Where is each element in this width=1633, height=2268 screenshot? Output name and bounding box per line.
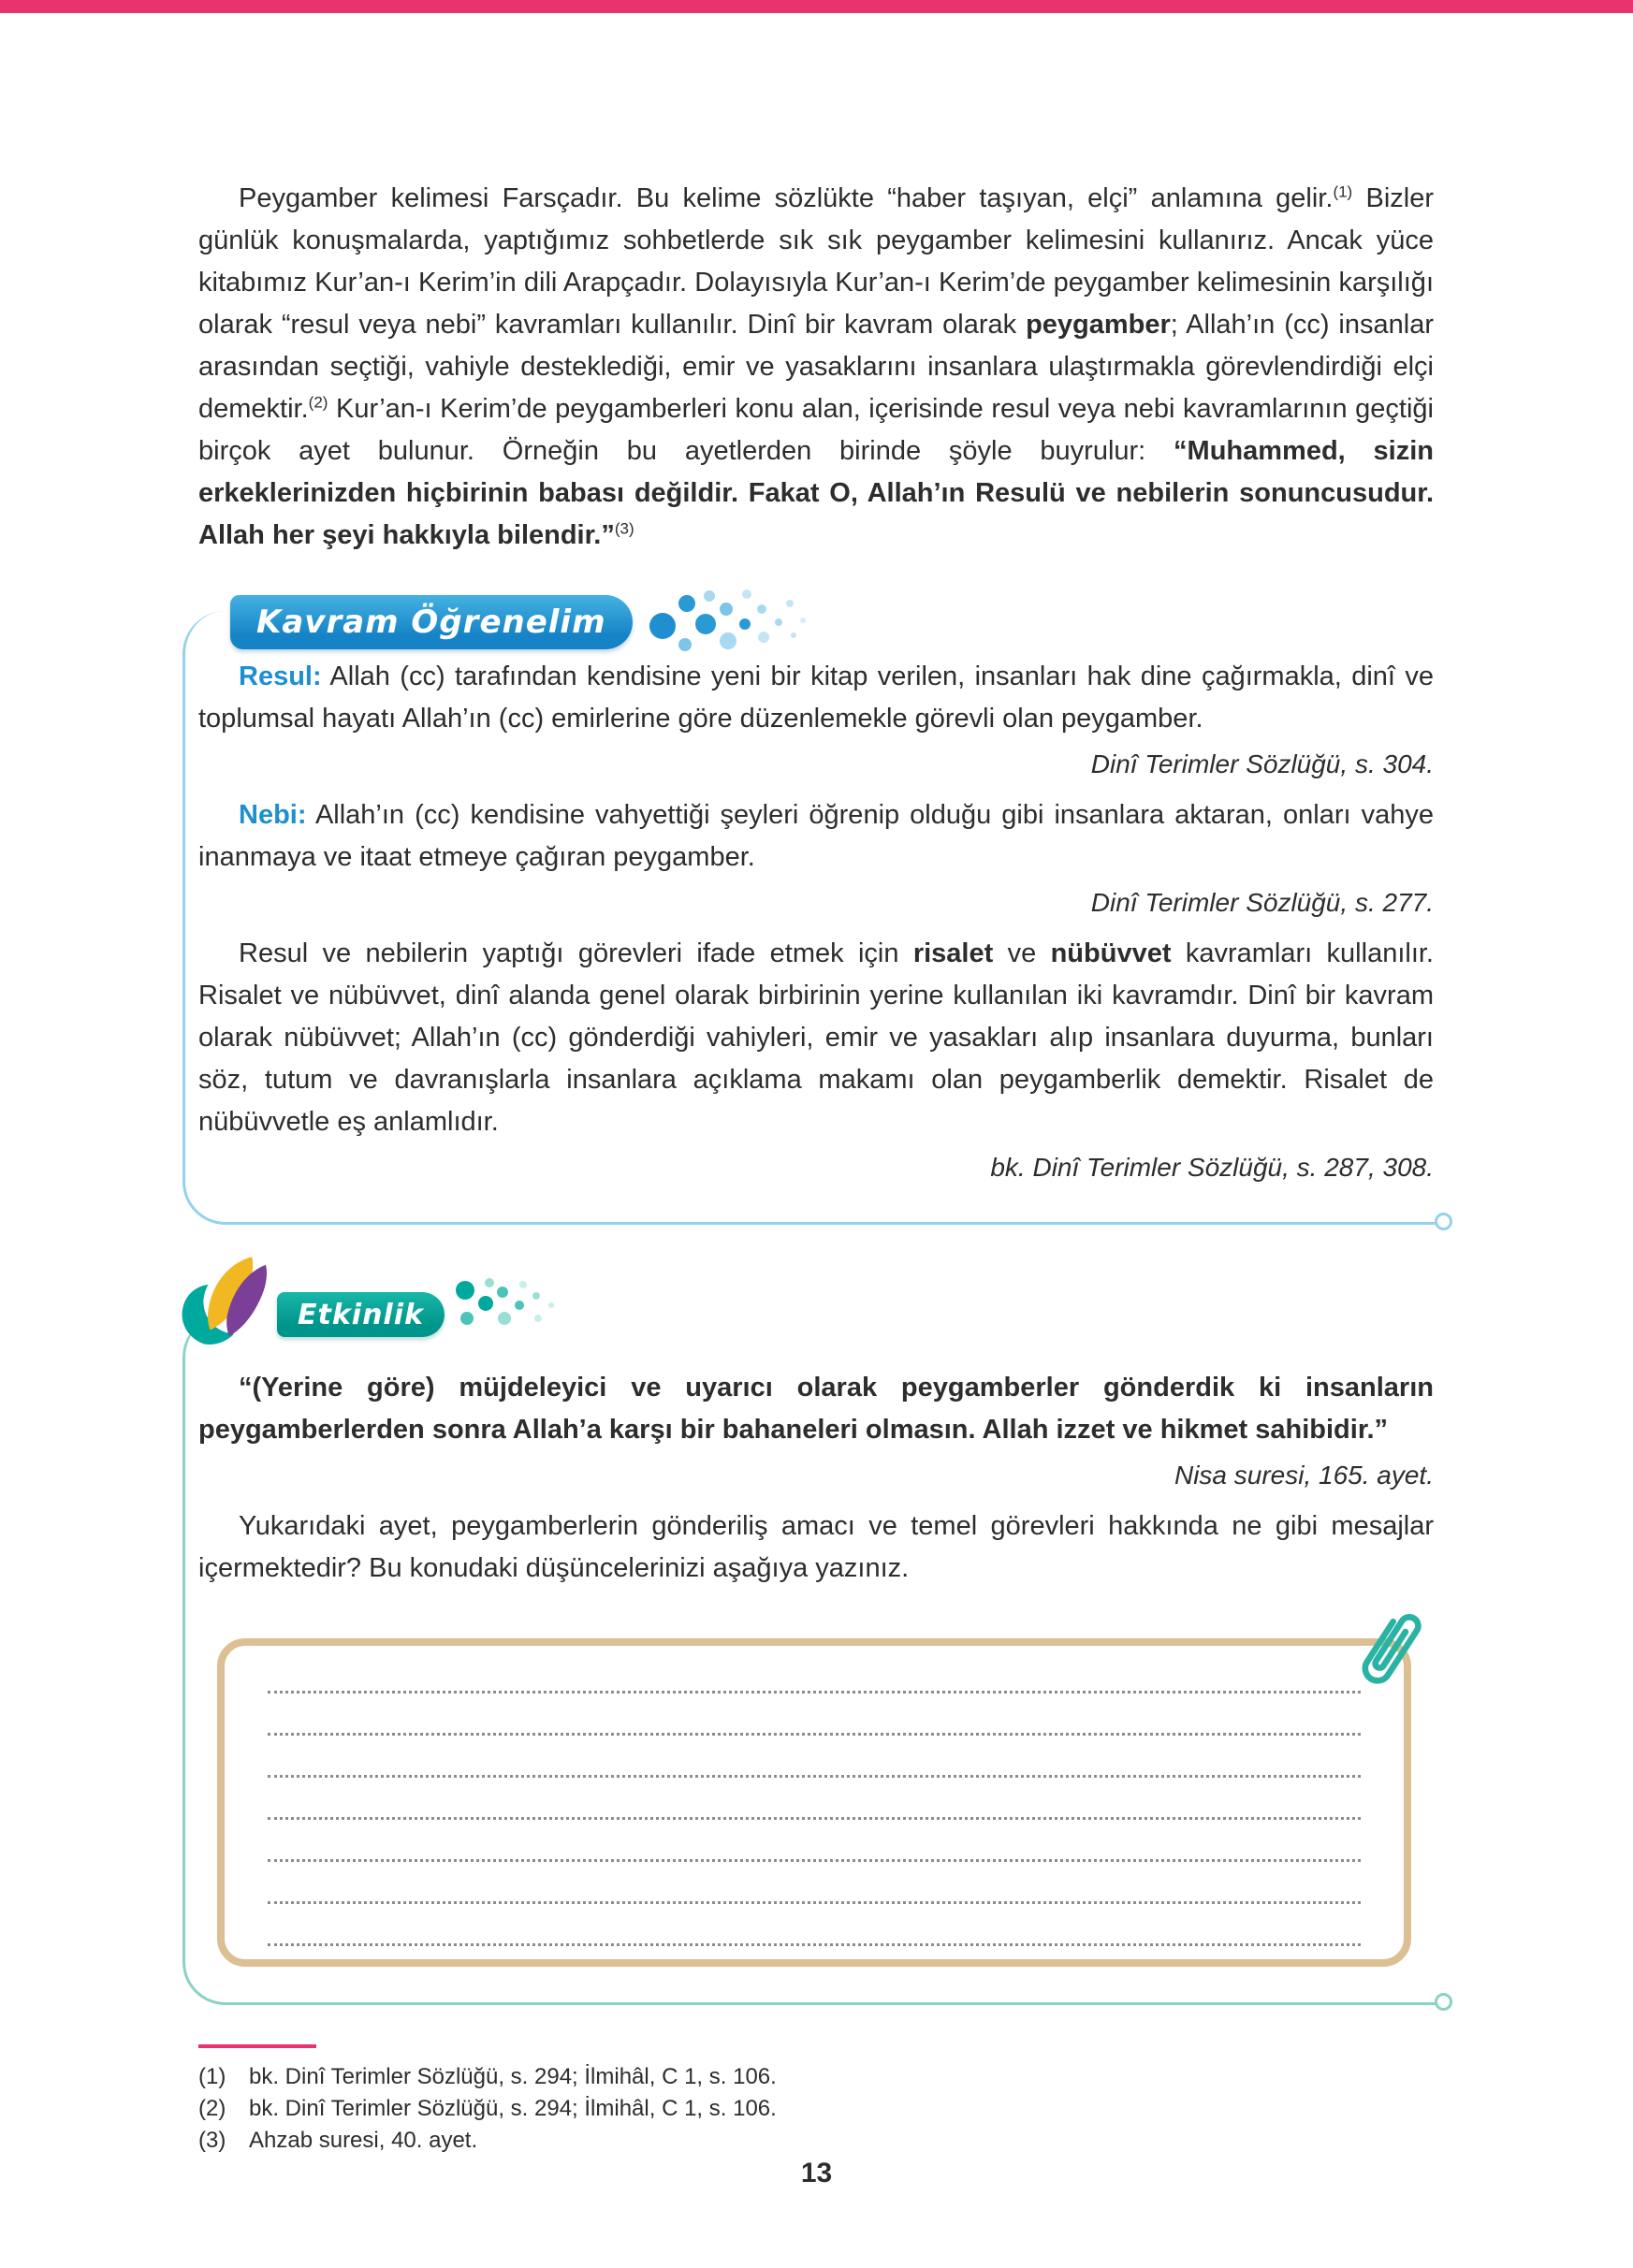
etkinlik-section (182, 1298, 1445, 2005)
footnote-text: bk. Dinî Terimler Sözlüğü, s. 294; İlmihâl, C 1, s. 106. (249, 2064, 777, 2089)
footnote-number: (2) (198, 2096, 226, 2121)
page-number: 13 (800, 2158, 833, 2188)
dots-decoration-teal-icon (454, 1273, 566, 1339)
writing-line (268, 1778, 1361, 1820)
writing-line (268, 1862, 1361, 1904)
text-segment: ve (993, 938, 1051, 968)
text-segment: Resul ve nebilerin yaptığı görevleri ifade etmek için (239, 938, 913, 968)
text-segment: Peygamber kelimesi Farsçadır. Bu kelime sözlükte “haber taşıyan, elçi” anlamına gelir. (239, 183, 1334, 213)
writing-area (217, 1638, 1411, 1967)
feather-icon (172, 1253, 296, 1352)
intro-paragraph (198, 178, 1434, 557)
text-segment: Kur’an-ı Kerim’de peygamberleri konu alan, içerisinde resul veya nebi kavramlarının geçtiği birçok ayet bulunur. Örneğin bu ayetlerden birinde şöyle buyrulur: (198, 394, 1434, 466)
etkinlik-question: Yukarıdaki ayet, peygamberlerin gönderiliş amacı ve temel görevleri hakkında ne gibi mesajlar içermektedir? Bu konudaki düşüncelerinizi aşağıya yazınız. (198, 1511, 1434, 1583)
footnote-ref-1: (1) (1333, 182, 1353, 201)
footnote-ref-3: (3) (614, 519, 634, 538)
etkinlik-quote-source: Nisa suresi, 165. ayet. (1174, 1461, 1434, 1490)
footnote-ref-2: (2) (308, 393, 328, 412)
nebi-text: Allah’ın (cc) kendisine vahyettiği şeyleri öğrenip olduğu gibi insanlara aktaran, onları vahye inanmaya ve itaat etmeye çağıran peygamber. (198, 800, 1434, 872)
writing-line (268, 1904, 1361, 1946)
bold-term-peygamber: peygamber (1026, 310, 1171, 340)
writing-line (268, 1820, 1361, 1862)
footnote-divider (198, 2044, 316, 2048)
footnote-number: (1) (198, 2064, 226, 2089)
etkinlik-title: Etkinlik (298, 1298, 424, 1331)
footnotes (198, 2044, 1434, 2157)
kavram-title-ribbon (230, 595, 633, 649)
resul-source: Dinî Terimler Sözlüğü, s. 304. (1090, 749, 1434, 778)
writing-line (268, 1736, 1361, 1778)
page-top-accent-bar (0, 0, 1633, 13)
risalet-source: bk. Dinî Terimler Sözlüğü, s. 287, 308. (990, 1153, 1434, 1182)
writing-line (268, 1651, 1361, 1694)
bold-term-nubuvvet: nübüvvet (1050, 938, 1172, 968)
nebi-source: Dinî Terimler Sözlüğü, s. 277. (1090, 888, 1434, 917)
footnote-1 (198, 2061, 1434, 2093)
text-segment: kavramları kullanılır. Risalet ve nübüvvet, dinî alanda genel olarak birbirinin yerine kullanılan iki kavramdır. Dinî bir kavram olarak nübüvvet; Allah’ın (cc) gönderdiği vahiyleri, emir ve yasakları alıp insanlara duyurma, bunları söz, tutum ve davranışlarla insanlara açıklama makamı olan peygamberlik demektir. Risalet de nübüvvetle eş anlamlıdır. (198, 938, 1434, 1137)
text-segment: Bizler günlük konuşmalarda, yaptığımız sohbetlerde sık sık peygamber kelimesini kullanırız. Ancak yüce kitabımız Kur’an-ı Kerim’in dili Arapçadır. Dolayısıyla Kur’an-ı Kerim’de peygamber kelimesinin karşılığı olarak “resul veya nebi” kavramları kullanılır. Dinî bir kavram olarak (198, 183, 1435, 340)
quote-ayah: “Muhammed, sizin erkeklerinizden hiçbirinin babası değildir. Fakat O, Allah’ın Resulü ve nebilerin sonuncusudur. Allah her şeyi hakkıyla bilendir.” (198, 436, 1434, 550)
footnote-text: bk. Dinî Terimler Sözlüğü, s. 294; İlmihâl, C 1, s. 106. (249, 2096, 777, 2121)
writing-line (268, 1694, 1361, 1736)
kavram-title: Kavram Öğrenelim (256, 603, 606, 641)
nebi-definition (198, 794, 1434, 879)
resul-text: Allah (cc) tarafından kendisine yeni bir kitap verilen, insanları hak dine çağırmakla, dinî ve toplumsal hayatı Allah’ın (cc) emirlerine göre düzenlemekle görevli olan peygamber. (198, 662, 1434, 734)
resul-definition (198, 656, 1434, 740)
etkinlik-header (172, 1253, 566, 1352)
footnote-2 (198, 2093, 1434, 2125)
kavram-ogrenelim-box (182, 603, 1445, 1225)
footnote-number: (3) (198, 2128, 226, 2153)
text-segment: ; Allah’ın (cc) insanlar arasından seçtiği, vahiyle desteklediği, emir ve yasaklarını insanlara ulaştırmakla görevlendirdiği elçi demektir. (198, 310, 1434, 424)
writing-lines (268, 1651, 1361, 1946)
etkinlik-title-ribbon (277, 1292, 445, 1337)
page-content (0, 178, 1633, 2157)
nebi-term: Nebi: (239, 800, 307, 830)
bold-term-risalet: risalet (912, 938, 994, 968)
footnote-3 (198, 2125, 1434, 2157)
dots-decoration-blue-icon (648, 583, 807, 662)
footnote-text: Ahzab suresi, 40. ayet. (249, 2128, 478, 2153)
etkinlik-quote (198, 1367, 1434, 1451)
risalet-paragraph (198, 933, 1434, 1143)
kavram-header (230, 583, 807, 662)
quote-text: “(Yerine göre) müjdeleyici ve uyarıcı olarak peygamberler gönderdik ki insanların peygamberlerden sonra Allah’a karşı bir bahaneleri olmasın. Allah izzet ve hikmet sahibidir.” (198, 1373, 1434, 1445)
resul-term: Resul: (239, 662, 322, 691)
